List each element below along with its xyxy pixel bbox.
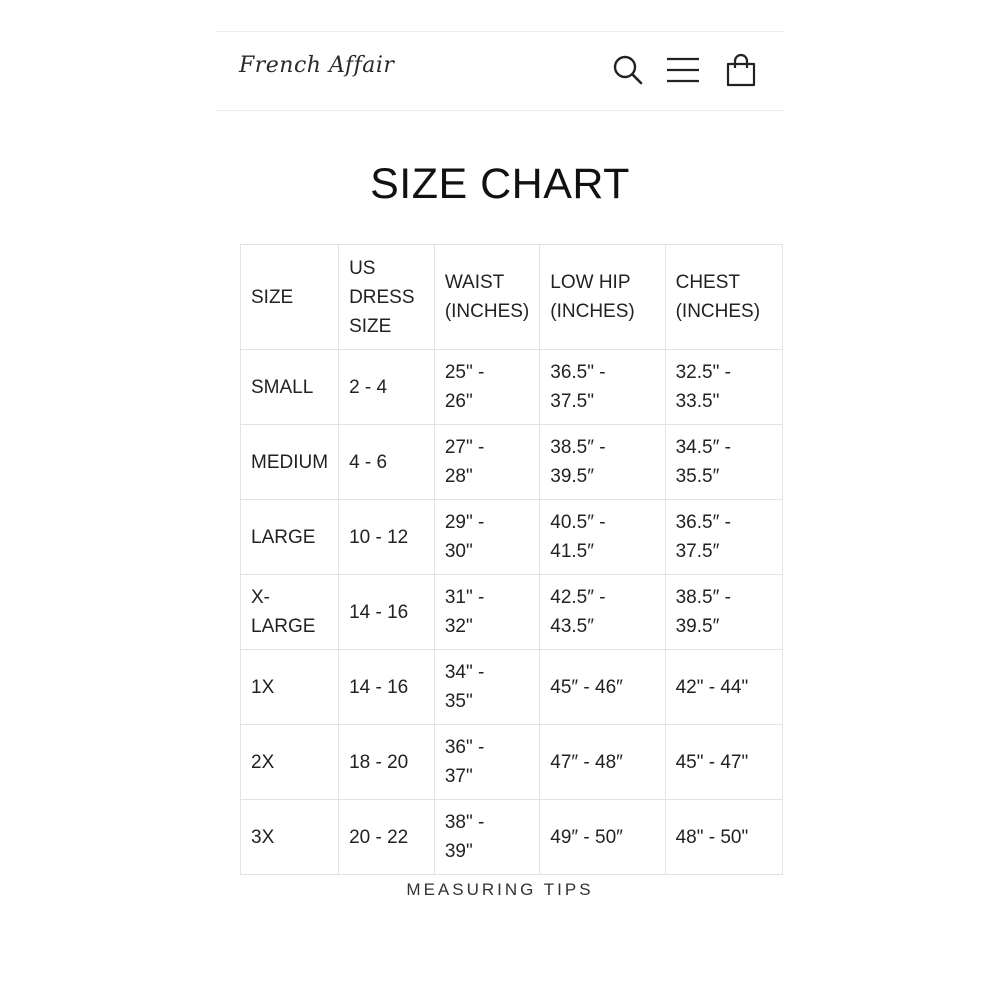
table-row — [241, 575, 783, 650]
menu-button[interactable] — [665, 52, 701, 88]
cell-size: 1X — [241, 650, 339, 725]
page-title: SIZE CHART — [370, 160, 630, 208]
cell-waist: 31" - 32" — [434, 575, 539, 650]
column-header-chest: CHEST (INCHES) — [665, 245, 782, 350]
mobile-page — [217, 0, 783, 1000]
cell-size: 3X — [241, 800, 339, 875]
cell-low-hip: 45″ - 46″ — [540, 650, 665, 725]
table-row — [241, 500, 783, 575]
table-row — [241, 350, 783, 425]
column-header-waist: WAIST (INCHES) — [434, 245, 539, 350]
cell-waist: 36" - 37" — [434, 725, 539, 800]
cell-size: MEDIUM — [241, 425, 339, 500]
column-header-us-dress-size: US DRESS SIZE — [339, 245, 435, 350]
cell-low-hip: 49″ - 50″ — [540, 800, 665, 875]
cell-low-hip: 38.5″ - 39.5″ — [540, 425, 665, 500]
menu-icon — [666, 56, 700, 84]
cell-waist: 34" - 35" — [434, 650, 539, 725]
cell-chest: 34.5″ - 35.5″ — [665, 425, 782, 500]
table-row — [241, 650, 783, 725]
cell-waist: 27" - 28" — [434, 425, 539, 500]
measuring-tips-heading: MEASURING TIPS — [406, 880, 594, 899]
cell-chest: 48" - 50" — [665, 800, 782, 875]
cell-size: LARGE — [241, 500, 339, 575]
cell-low-hip: 36.5" - 37.5" — [540, 350, 665, 425]
cell-size: SMALL — [241, 350, 339, 425]
cell-waist: 29" - 30" — [434, 500, 539, 575]
cell-us-dress-size: 2 - 4 — [339, 350, 435, 425]
cell-us-dress-size: 10 - 12 — [339, 500, 435, 575]
table-row — [241, 800, 783, 875]
bag-icon — [725, 53, 757, 87]
search-button[interactable] — [610, 52, 646, 88]
cell-waist: 38" - 39" — [434, 800, 539, 875]
cell-size: 2X — [241, 725, 339, 800]
cell-us-dress-size: 20 - 22 — [339, 800, 435, 875]
cell-chest: 32.5" - 33.5" — [665, 350, 782, 425]
cell-us-dress-size: 14 - 16 — [339, 650, 435, 725]
cell-chest: 38.5″ - 39.5″ — [665, 575, 782, 650]
table-row — [241, 425, 783, 500]
cell-us-dress-size: 18 - 20 — [339, 725, 435, 800]
cell-us-dress-size: 4 - 6 — [339, 425, 435, 500]
cart-button[interactable] — [723, 52, 759, 88]
column-header-size: SIZE — [241, 245, 339, 350]
cell-chest: 36.5″ - 37.5″ — [665, 500, 782, 575]
cell-low-hip: 40.5″ - 41.5″ — [540, 500, 665, 575]
cell-size: X- LARGE — [241, 575, 339, 650]
column-header-low-hip: LOW HIP (INCHES) — [540, 245, 665, 350]
size-chart-table — [240, 244, 783, 875]
cell-chest: 45" - 47" — [665, 725, 782, 800]
cell-low-hip: 42.5″ - 43.5″ — [540, 575, 665, 650]
cell-waist: 25" - 26" — [434, 350, 539, 425]
cell-chest: 42" - 44" — [665, 650, 782, 725]
cell-us-dress-size: 14 - 16 — [339, 575, 435, 650]
table-header-row — [241, 245, 783, 350]
cell-low-hip: 47″ - 48″ — [540, 725, 665, 800]
brand-logo[interactable]: French Affair — [239, 53, 395, 78]
site-header — [217, 31, 783, 111]
table-row — [241, 725, 783, 800]
search-icon — [612, 54, 644, 86]
